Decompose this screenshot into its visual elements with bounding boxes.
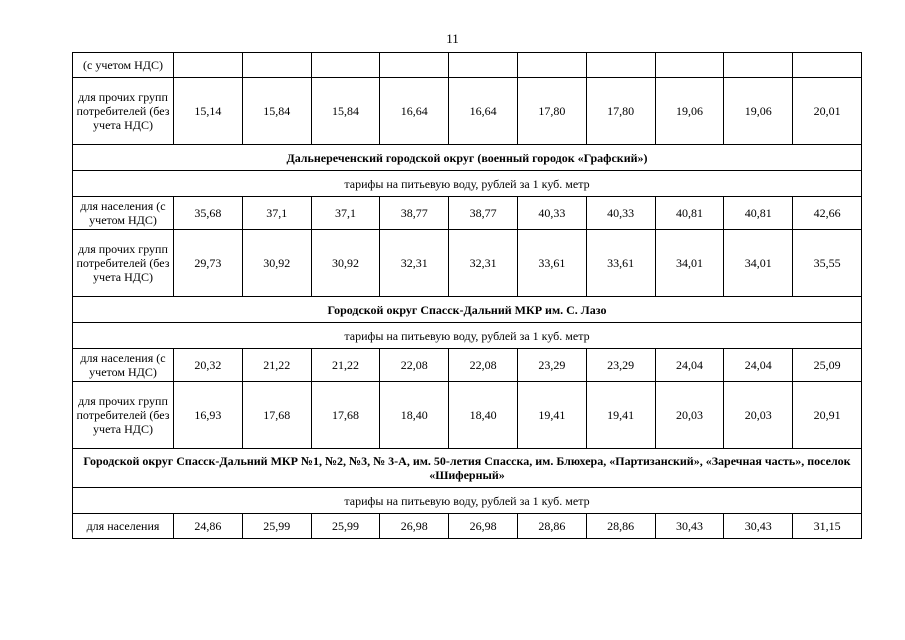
tariff-cell: 34,01 xyxy=(655,230,724,297)
tariff-cell: 20,03 xyxy=(724,382,793,449)
tariff-cell: 24,04 xyxy=(724,349,793,382)
tariff-cell: 17,80 xyxy=(517,78,586,145)
table-row xyxy=(73,53,862,78)
tariff-cell: 40,81 xyxy=(655,197,724,230)
tariff-cell xyxy=(655,53,724,78)
unit-caption: тарифы на питьевую воду, рублей за 1 куб. метр xyxy=(73,171,862,197)
tariff-cell: 30,43 xyxy=(655,514,724,539)
tariff-cell: 19,06 xyxy=(724,78,793,145)
tariff-cell: 16,64 xyxy=(380,78,449,145)
table-row xyxy=(73,78,862,145)
tariff-cell: 17,80 xyxy=(586,78,655,145)
section-title: Дальнереченский городской округ (военный городок «Графский») xyxy=(73,145,862,171)
tariff-cell: 34,01 xyxy=(724,230,793,297)
tariff-cell xyxy=(449,53,518,78)
table-row xyxy=(73,349,862,382)
tariff-cell xyxy=(517,53,586,78)
section-title: Городской округ Спасск-Дальний МКР №1, №2, №3, № 3-А, им. 50-летия Спасска, им. Блюхера, «Партизанский», «Заречная часть», поселок «Шиферный» xyxy=(73,449,862,488)
tariff-cell xyxy=(242,53,311,78)
tariff-cell xyxy=(586,53,655,78)
tariff-cell: 25,09 xyxy=(793,349,862,382)
tariff-cell xyxy=(724,53,793,78)
tariff-cell: 33,61 xyxy=(586,230,655,297)
tariff-cell: 21,22 xyxy=(242,349,311,382)
tariff-cell: 42,66 xyxy=(793,197,862,230)
tariff-cell xyxy=(793,53,862,78)
tariff-cell: 30,92 xyxy=(311,230,380,297)
tariff-cell: 25,99 xyxy=(242,514,311,539)
tariff-cell xyxy=(174,53,243,78)
tariff-cell xyxy=(311,53,380,78)
tariff-cell: 19,06 xyxy=(655,78,724,145)
tariff-cell: 28,86 xyxy=(517,514,586,539)
tariff-cell: 37,1 xyxy=(311,197,380,230)
section-header-row xyxy=(73,145,862,171)
tariff-cell: 31,15 xyxy=(793,514,862,539)
tariff-cell: 22,08 xyxy=(380,349,449,382)
tariff-cell: 38,77 xyxy=(380,197,449,230)
page-number: 11 xyxy=(446,31,459,46)
tariff-cell: 23,29 xyxy=(586,349,655,382)
tariff-cell: 35,68 xyxy=(174,197,243,230)
row-label: для населения (с учетом НДС) xyxy=(73,197,174,230)
row-label: для прочих групп потребителей (без учета НДС) xyxy=(73,230,174,297)
tariff-cell: 21,22 xyxy=(311,349,380,382)
tariff-cell: 23,29 xyxy=(517,349,586,382)
tariff-cell: 15,14 xyxy=(174,78,243,145)
tariff-cell: 32,31 xyxy=(449,230,518,297)
tariff-cell: 32,31 xyxy=(380,230,449,297)
tariff-cell: 40,33 xyxy=(517,197,586,230)
table-row xyxy=(73,230,862,297)
tariff-cell: 16,64 xyxy=(449,78,518,145)
tariff-cell: 20,91 xyxy=(793,382,862,449)
table-row xyxy=(73,197,862,230)
unit-caption: тарифы на питьевую воду, рублей за 1 куб. метр xyxy=(73,323,862,349)
row-label: для прочих групп потребителей (без учета НДС) xyxy=(73,382,174,449)
tariff-cell: 17,68 xyxy=(311,382,380,449)
tariff-cell: 19,41 xyxy=(517,382,586,449)
tariff-cell: 30,43 xyxy=(724,514,793,539)
tariff-cell: 16,93 xyxy=(174,382,243,449)
row-label: для населения xyxy=(73,514,174,539)
unit-row xyxy=(73,171,862,197)
tariff-cell: 30,92 xyxy=(242,230,311,297)
tariff-cell xyxy=(380,53,449,78)
tariff-cell: 40,81 xyxy=(724,197,793,230)
unit-row xyxy=(73,488,862,514)
tariff-cell: 38,77 xyxy=(449,197,518,230)
tariff-cell: 40,33 xyxy=(586,197,655,230)
tariff-cell: 19,41 xyxy=(586,382,655,449)
row-label: для прочих групп потребителей (без учета НДС) xyxy=(73,78,174,145)
row-label: для населения (с учетом НДС) xyxy=(73,349,174,382)
tariff-cell: 28,86 xyxy=(586,514,655,539)
tariff-cell: 29,73 xyxy=(174,230,243,297)
tariff-table xyxy=(72,52,862,539)
tariff-cell: 24,04 xyxy=(655,349,724,382)
table-row xyxy=(73,382,862,449)
section-header-row xyxy=(73,297,862,323)
table-row xyxy=(73,514,862,539)
tariff-table-body xyxy=(73,53,862,539)
tariff-cell: 37,1 xyxy=(242,197,311,230)
tariff-cell: 18,40 xyxy=(380,382,449,449)
tariff-cell: 15,84 xyxy=(311,78,380,145)
section-title: Городской округ Спасск-Дальний МКР им. С. Лазо xyxy=(73,297,862,323)
tariff-cell: 26,98 xyxy=(380,514,449,539)
tariff-cell: 35,55 xyxy=(793,230,862,297)
tariff-cell: 24,86 xyxy=(174,514,243,539)
tariff-cell: 25,99 xyxy=(311,514,380,539)
tariff-cell: 17,68 xyxy=(242,382,311,449)
section-header-row xyxy=(73,449,862,488)
tariff-cell: 22,08 xyxy=(449,349,518,382)
tariff-cell: 18,40 xyxy=(449,382,518,449)
tariff-cell: 15,84 xyxy=(242,78,311,145)
unit-caption: тарифы на питьевую воду, рублей за 1 куб. метр xyxy=(73,488,862,514)
tariff-cell: 33,61 xyxy=(517,230,586,297)
row-label: (с учетом НДС) xyxy=(73,53,174,78)
tariff-cell: 20,01 xyxy=(793,78,862,145)
tariff-cell: 26,98 xyxy=(449,514,518,539)
unit-row xyxy=(73,323,862,349)
tariff-cell: 20,32 xyxy=(174,349,243,382)
tariff-cell: 20,03 xyxy=(655,382,724,449)
